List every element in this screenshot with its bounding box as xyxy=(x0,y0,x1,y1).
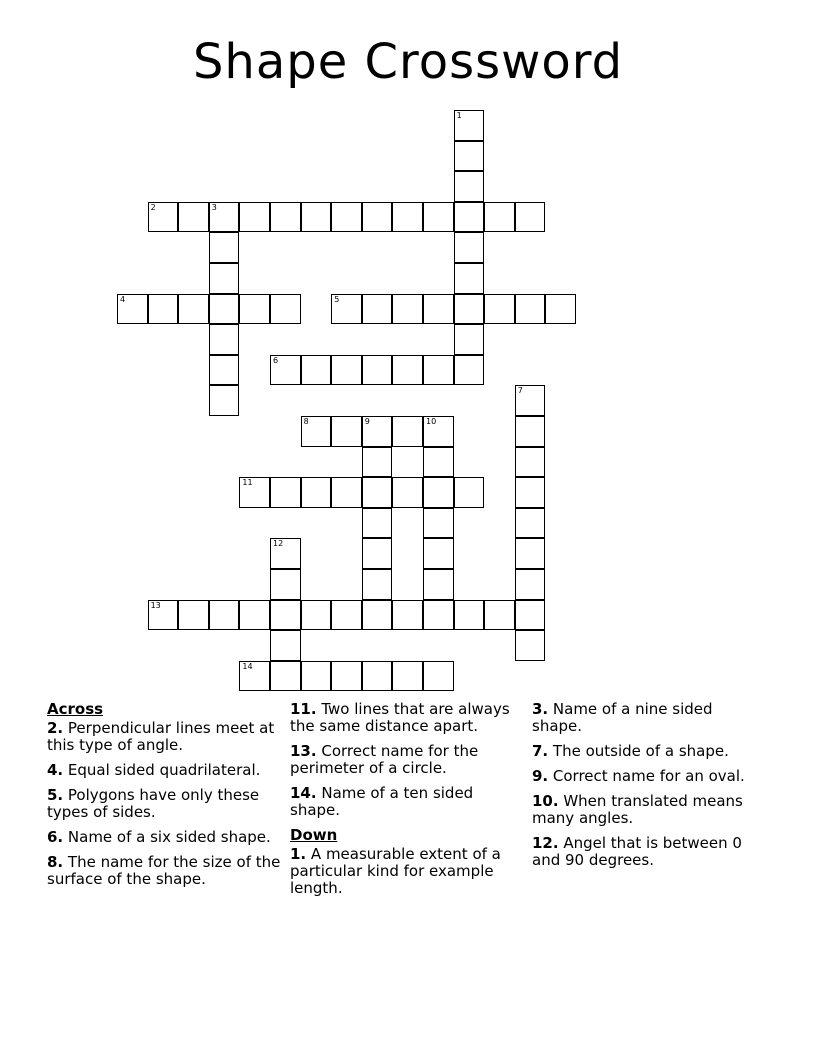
clue xyxy=(532,793,757,827)
clue-text: Name of a six sided shape. xyxy=(63,828,271,846)
grid-cell[interactable] xyxy=(301,355,332,386)
clue xyxy=(47,762,282,779)
grid-cell[interactable] xyxy=(423,600,454,631)
grid-cell[interactable] xyxy=(209,600,240,631)
clue-number: 14. xyxy=(290,784,317,802)
clue-number: 7. xyxy=(532,742,549,760)
clue-number: 6. xyxy=(47,828,64,846)
clue-number: 12 xyxy=(273,539,284,549)
grid-cell[interactable] xyxy=(209,232,240,263)
grid-cell[interactable] xyxy=(484,202,515,233)
clue xyxy=(532,768,757,785)
clue-number: 2. xyxy=(47,719,64,737)
grid-cell[interactable] xyxy=(484,600,515,631)
clue-text: When translated means many angles. xyxy=(532,792,743,827)
grid-cell[interactable] xyxy=(423,477,454,508)
grid-cell[interactable] xyxy=(239,294,270,325)
grid-cell[interactable] xyxy=(331,477,362,508)
clue-text: The name for the size of the surface of the shape. xyxy=(47,853,281,888)
clue-number: 3 xyxy=(211,202,217,212)
grid-cell[interactable] xyxy=(515,294,546,325)
clues-column-3 xyxy=(532,701,757,877)
clue-number: 3. xyxy=(532,700,549,718)
grid-cell[interactable] xyxy=(209,355,240,386)
clue-text: Angel that is between 0 and 90 degrees. xyxy=(532,834,742,869)
clue-number: 10. xyxy=(532,792,559,810)
grid-cell[interactable] xyxy=(454,294,485,325)
clue-number: 10 xyxy=(426,417,437,426)
grid-cell[interactable] xyxy=(209,385,240,416)
grid-cell[interactable] xyxy=(392,416,423,447)
grid-cell[interactable] xyxy=(454,477,485,508)
grid-cell[interactable] xyxy=(423,447,454,478)
grid-cell[interactable] xyxy=(423,202,454,233)
grid-cell[interactable] xyxy=(515,202,546,233)
grid-cell[interactable] xyxy=(423,661,454,692)
grid-cell[interactable] xyxy=(515,416,546,447)
grid-cell[interactable] xyxy=(270,202,301,233)
grid-cell[interactable] xyxy=(454,202,485,233)
grid-cell[interactable] xyxy=(423,569,454,600)
grid-cell[interactable] xyxy=(515,569,546,600)
clue xyxy=(532,743,757,760)
grid-cell[interactable] xyxy=(454,171,485,202)
grid-cell[interactable] xyxy=(362,661,393,692)
clue-number: 4 xyxy=(120,294,126,304)
grid-cell[interactable] xyxy=(270,630,301,661)
grid-cell[interactable] xyxy=(362,538,393,569)
clue-text: Perpendicular lines meet at this type of angle. xyxy=(47,719,275,754)
clue-number: 14 xyxy=(242,661,253,671)
grid-cell[interactable] xyxy=(515,538,546,569)
clue xyxy=(47,720,282,754)
grid-cell[interactable] xyxy=(515,630,546,661)
grid-cell[interactable] xyxy=(362,477,393,508)
grid-cell[interactable] xyxy=(392,661,423,692)
grid-cell[interactable] xyxy=(178,294,209,325)
grid-cell[interactable] xyxy=(454,110,485,141)
clue-text: Correct name for the perimeter of a circle. xyxy=(290,742,479,777)
grid-cell[interactable] xyxy=(454,600,485,631)
grid-cell[interactable] xyxy=(270,569,301,600)
grid-cell[interactable] xyxy=(209,202,240,233)
clue-number: 5. xyxy=(47,786,64,804)
grid-cell[interactable] xyxy=(392,355,423,386)
grid-cell[interactable] xyxy=(270,294,301,325)
grid-cell[interactable] xyxy=(362,294,393,325)
grid-cell[interactable] xyxy=(148,294,179,325)
grid-cell[interactable] xyxy=(515,508,546,539)
clue-number: 5 xyxy=(334,294,340,304)
clues-column-2 xyxy=(290,701,515,905)
down-heading: Down xyxy=(290,826,338,844)
grid-cell[interactable] xyxy=(239,600,270,631)
grid-cell[interactable] xyxy=(423,416,454,447)
grid-cell[interactable] xyxy=(301,416,332,447)
grid-cell[interactable] xyxy=(178,202,209,233)
grid-cell[interactable] xyxy=(209,294,240,325)
grid-cell[interactable] xyxy=(270,661,301,692)
grid-cell[interactable] xyxy=(331,661,362,692)
clue-number: 13 xyxy=(150,600,161,610)
grid-cell[interactable] xyxy=(454,141,485,172)
grid-cell[interactable] xyxy=(270,355,301,386)
clue-text: Polygons have only these types of sides. xyxy=(47,786,260,821)
clues-column-1 xyxy=(47,701,282,896)
grid-cell[interactable] xyxy=(454,355,485,386)
clue xyxy=(290,701,515,735)
clue xyxy=(290,743,515,777)
grid-cell[interactable] xyxy=(331,600,362,631)
grid-cell[interactable] xyxy=(331,355,362,386)
clue-text: Two lines that are always the same distance apart. xyxy=(290,700,510,735)
grid-cell[interactable] xyxy=(239,661,270,692)
clue xyxy=(290,785,515,819)
clue-number: 4. xyxy=(47,761,64,779)
grid-cell[interactable] xyxy=(301,202,332,233)
grid-cell[interactable] xyxy=(362,600,393,631)
grid-cell[interactable] xyxy=(362,569,393,600)
clue-text: A measurable extent of a particular kind for example length. xyxy=(290,845,501,897)
grid-cell[interactable] xyxy=(331,202,362,233)
clue-text: The outside of a shape. xyxy=(548,742,729,760)
grid-cell[interactable] xyxy=(545,294,576,325)
clue-number: 11. xyxy=(290,700,317,718)
grid-cell[interactable] xyxy=(362,355,393,386)
grid-cell[interactable] xyxy=(515,447,546,478)
clue-number: 11 xyxy=(242,478,253,488)
clue xyxy=(532,835,757,869)
clue-number: 1 xyxy=(456,111,462,120)
grid-cell[interactable] xyxy=(362,202,393,233)
grid-cell[interactable] xyxy=(515,600,546,631)
grid-cell[interactable] xyxy=(239,202,270,233)
page-title: Shape Crossword xyxy=(192,34,624,90)
grid-cell[interactable] xyxy=(515,477,546,508)
grid-cell[interactable] xyxy=(331,416,362,447)
grid-cell[interactable] xyxy=(270,538,301,569)
clue-number: 13. xyxy=(290,742,317,760)
clue-number: 2 xyxy=(150,202,156,212)
grid-cell[interactable] xyxy=(270,477,301,508)
across-heading: Across xyxy=(47,700,104,718)
grid-cell[interactable] xyxy=(362,508,393,539)
clue-number: 8. xyxy=(47,853,64,871)
grid-cell[interactable] xyxy=(515,385,546,416)
grid-cell[interactable] xyxy=(362,447,393,478)
grid-cell[interactable] xyxy=(392,294,423,325)
grid-cell[interactable] xyxy=(484,294,515,325)
grid-cell[interactable] xyxy=(301,477,332,508)
grid-cell[interactable] xyxy=(148,600,179,631)
clue xyxy=(47,854,282,888)
grid-cell[interactable] xyxy=(301,600,332,631)
clue-text: Name of a nine sided shape. xyxy=(532,700,713,735)
grid-cell[interactable] xyxy=(454,324,485,355)
grid-cell[interactable] xyxy=(270,600,301,631)
grid-cell[interactable] xyxy=(209,324,240,355)
clue-number: 6 xyxy=(273,355,279,365)
clue-number: 12. xyxy=(532,834,559,852)
grid-cell[interactable] xyxy=(362,416,393,447)
grid-cell[interactable] xyxy=(454,232,485,263)
grid-cell[interactable] xyxy=(423,355,454,386)
grid-cell[interactable] xyxy=(423,538,454,569)
clue-text: Correct name for an oval. xyxy=(548,767,745,785)
grid-cell[interactable] xyxy=(209,263,240,294)
grid-cell[interactable] xyxy=(392,202,423,233)
grid-cell[interactable] xyxy=(454,263,485,294)
grid-cell[interactable] xyxy=(392,600,423,631)
grid-cell[interactable] xyxy=(148,202,179,233)
grid-cell[interactable] xyxy=(239,477,270,508)
grid-cell[interactable] xyxy=(423,294,454,325)
clue-number: 8 xyxy=(303,417,309,426)
grid-cell[interactable] xyxy=(392,477,423,508)
clue-text: Equal sided quadrilateral. xyxy=(63,761,261,779)
clue-number: 7 xyxy=(517,386,523,396)
grid-cell[interactable] xyxy=(331,294,362,325)
clue-number: 9 xyxy=(364,417,370,426)
clue xyxy=(47,787,282,821)
clue xyxy=(47,829,282,846)
grid-cell[interactable] xyxy=(301,661,332,692)
grid-cell[interactable] xyxy=(117,294,148,325)
clue-number: 9. xyxy=(532,767,549,785)
grid-cell[interactable] xyxy=(178,600,209,631)
grid-cell[interactable] xyxy=(423,508,454,539)
clue-text: Name of a ten sided shape. xyxy=(290,784,474,819)
clue xyxy=(290,846,515,897)
clue xyxy=(532,701,757,735)
clue-number: 1. xyxy=(290,845,307,863)
